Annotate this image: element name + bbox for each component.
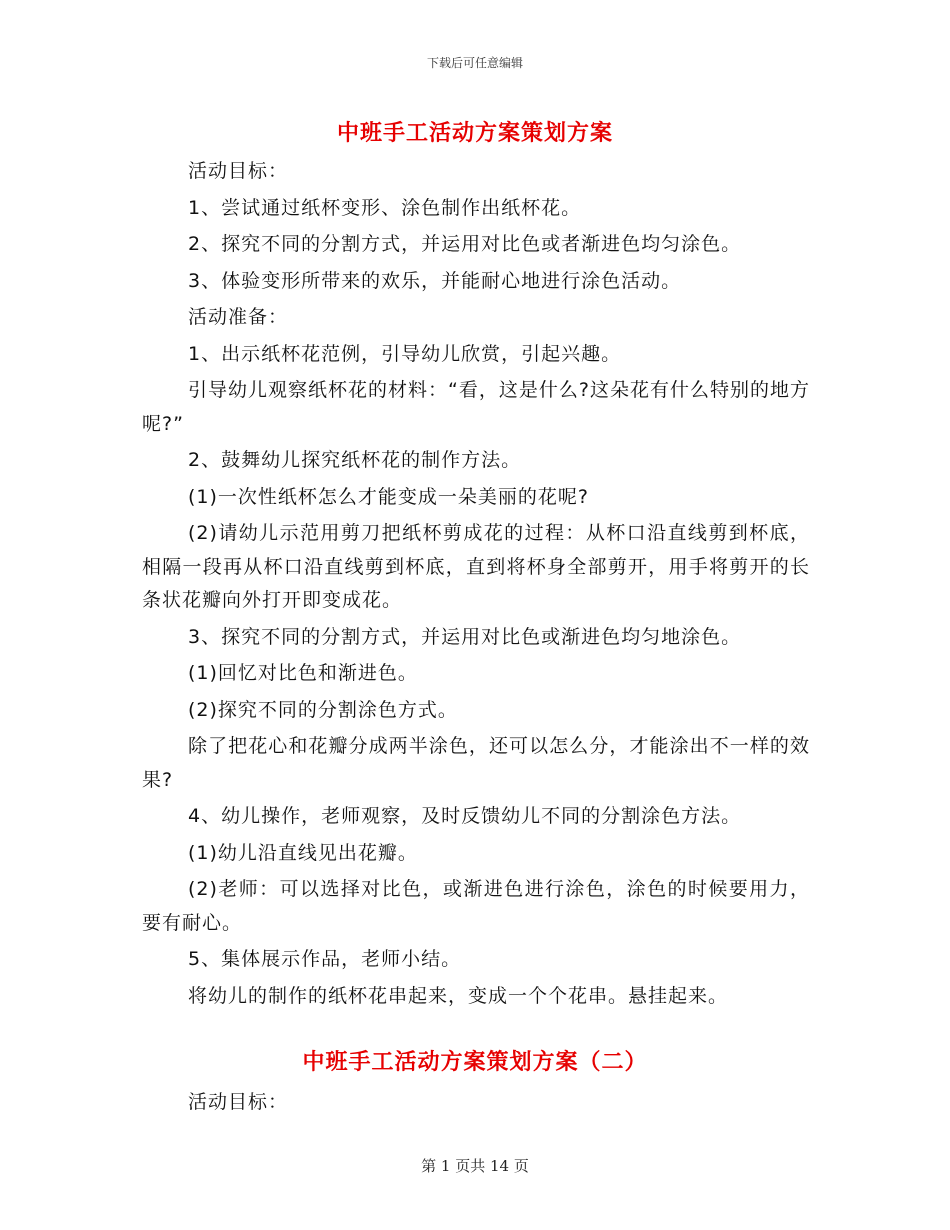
- paragraph: 2、鼓舞幼儿探究纸杯花的制作方法。: [188, 449, 522, 471]
- paragraph: 3、体验变形所带来的欢乐，并能耐心地进行涂色活动。: [188, 269, 682, 292]
- paragraph: 3、探究不同的分割方式，并运用对比色或渐进色均匀地涂色。: [188, 625, 742, 648]
- paragraph: 将幼儿的制作的纸杯花串起来，变成一个个花串。悬挂起来。: [188, 984, 729, 1007]
- paragraph: 活动目标：: [188, 160, 289, 182]
- paragraph: (1)回忆对比色和渐进色。: [188, 662, 418, 684]
- paragraph: 2、探究不同的分割方式，并运用对比色或者渐进色均匀涂色。: [188, 233, 742, 255]
- paragraph: 活动目标：: [188, 1091, 289, 1113]
- paragraph: 活动准备：: [188, 306, 289, 328]
- paragraph: 5、集体展示作品，老师小结。: [188, 948, 462, 970]
- page-header: 下载后可任意编辑: [426, 56, 523, 70]
- paragraph: (1)幼儿沿直线见出花瓣。: [188, 841, 418, 864]
- document-body-2: [142, 1083, 810, 1120]
- paragraph: 1、出示纸杯花范例，引导幼儿欣赏，引起兴趣。: [188, 342, 622, 365]
- paragraph: 引导幼儿观察纸杯花的材料：“看，这是什么?这朵花有什么特别的地方呢?”: [142, 379, 810, 435]
- section-title: 中班手工活动方案策划方案（二）: [302, 1050, 648, 1075]
- paragraph: (2)探究不同的分割涂色方式。: [188, 698, 458, 721]
- page-footer: 第 1 页共 14 页: [421, 1157, 529, 1175]
- paragraph: 除了把花心和花瓣分成两半涂色，还可以怎么分，才能涂出不一样的效果?: [142, 735, 810, 791]
- document-body: [142, 152, 810, 1013]
- paragraph: (1)一次性纸杯怎么才能变成一朵美丽的花呢?: [188, 485, 589, 508]
- document-title: 中班手工活动方案策划方案: [336, 121, 613, 146]
- paragraph: (2)请幼儿示范用剪刀把纸杯剪成花的过程：从杯口沿直线剪到杯底，相隔一段再从杯口沿直线剪到杯底，直到将杯身全部剪开，用手将剪开的长条状花瓣向外打开即变成花。: [142, 522, 810, 611]
- paragraph: 1、尝试通过纸杯变形、涂色制作出纸杯花。: [188, 196, 582, 219]
- paragraph: (2)老师：可以选择对比色，或渐进色进行涂色，涂色的时候要用力，要有耐心。: [142, 878, 810, 934]
- paragraph: 4、幼儿操作，老师观察，及时反馈幼儿不同的分割涂色方法。: [188, 805, 742, 827]
